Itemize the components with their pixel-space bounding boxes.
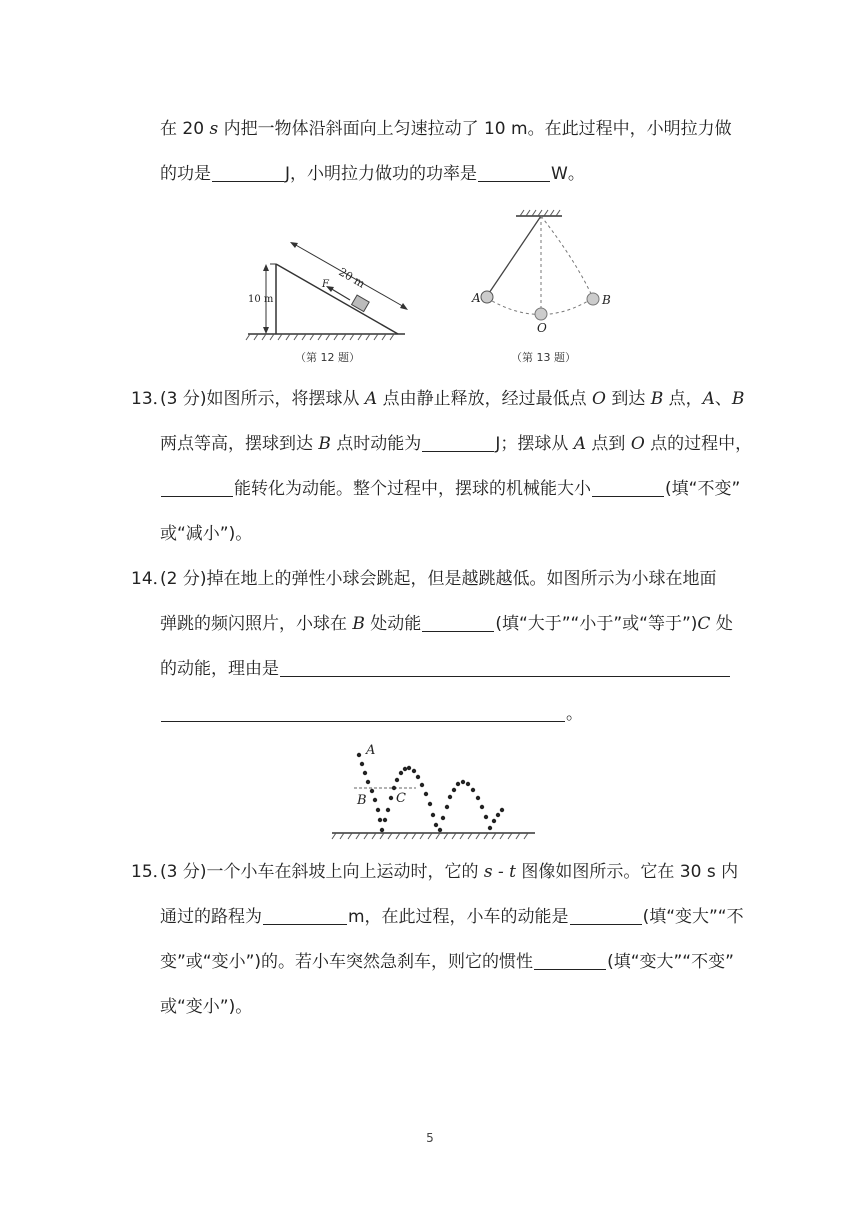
text: m，在此过程，小车的动能是 [348,907,569,927]
fig14-label-B: B [357,793,367,808]
text: 点时动能为 [330,434,422,454]
text: B [318,434,331,454]
q14-line-2 [160,613,733,635]
q14-line-3 [160,658,731,680]
text: 处动能 [364,614,422,634]
text: 。 [566,704,583,724]
text: A [573,434,587,454]
answer-blank[interactable] [212,165,284,182]
text: 处 [710,614,733,634]
text: 内把一物体沿斜面向上匀速拉动了 10 m。在此过程中，小明拉力做 [218,119,732,139]
q12-line-2 [160,163,585,185]
q13-line-2 [160,433,752,455]
text: (填“不变” [665,479,741,499]
answer-blank[interactable] [570,908,642,925]
text: A [364,389,378,409]
fig14-label-C: C [396,791,406,806]
figure-14-bouncing-ball [330,740,540,842]
text: 图像如图所示。它在 30 s 内 [516,862,739,882]
text: O [591,389,606,409]
text: 点的过程中， [644,434,753,454]
figure-13-caption: （第 13 题） [511,351,576,364]
text: J，小明拉力做功的功率是 [285,164,478,184]
fig13-label-O: O [537,321,547,335]
text: 变”或“变小”)的。若小车突然急刹车，则它的惯性 [160,952,534,972]
text: B [650,389,664,409]
text: 到达 [605,389,651,409]
figure-13-pendulum [466,206,616,338]
text: (3 分)一个小车在斜坡上向上运动时，它的 [160,862,484,882]
question-number: 13． [131,389,170,409]
text: 在 20 [160,119,210,139]
text: (3 分)如图所示，将摆球从 [160,389,365,409]
q13-line-3 [160,478,740,500]
q14-line-4 [160,703,583,725]
q15-line-1 [160,861,738,883]
text: 点， [663,389,703,409]
text: O [630,434,645,454]
question-number: 14． [131,569,170,589]
fig12-height-label: 10 m [248,294,274,305]
fig13-label-A: A [472,291,481,305]
answer-blank[interactable] [422,615,494,632]
fig12-length-label: 20 m [336,265,368,291]
text: (填“变大”“不变” [607,952,734,972]
q12-line-1 [160,118,732,140]
text: 点到 [586,434,631,454]
q13-line-1 [160,388,744,410]
answer-blank[interactable] [534,953,606,970]
answer-blank[interactable] [161,480,233,497]
text: 点由静止释放，经过最低点 [377,389,592,409]
text: A [702,389,715,409]
text: 、 [714,389,732,409]
text: 的功是 [160,164,211,184]
text: s - t [483,862,516,882]
question-number: 15． [131,862,170,882]
text: J；摆球从 [495,434,574,454]
fig12-force-label: F [322,279,329,290]
text: (填“大于”“小于”或“等于”) [495,614,698,634]
answer-blank[interactable] [422,435,494,452]
text: B [731,389,745,409]
text: 两点等高，摆球到达 [160,434,319,454]
page-number: 5 [426,1131,434,1145]
text: 的动能，理由是 [160,659,279,679]
answer-blank[interactable] [280,660,730,677]
text: C [697,614,711,634]
answer-blank[interactable] [478,165,550,182]
figure-12-caption: （第 12 题） [295,351,360,364]
fig13-label-B: B [602,293,611,307]
text: s [209,119,219,139]
text: 能转化为动能。整个过程中，摆球的机械能大小 [234,479,591,499]
q15-line-2 [160,906,744,928]
text: (填“变大”“不 [642,907,744,927]
text: W。 [551,164,585,184]
fig14-label-A: A [366,743,376,758]
text: B [352,614,365,634]
figure-12-incline [240,236,410,342]
text: 通过的路程为 [160,907,262,927]
q15-line-4: 或“变小”)。 [160,997,253,1017]
answer-blank[interactable] [161,705,565,722]
q14-line-1: (2 分)掉在地上的弹性小球会跳起，但是越跳越低。如图所示为小球在地面 [160,569,717,589]
q13-line-4: 或“减小”)。 [160,524,253,544]
answer-blank[interactable] [263,908,347,925]
answer-blank[interactable] [592,480,664,497]
text: 弹跳的频闪照片，小球在 [160,614,353,634]
q15-line-3 [160,951,734,973]
